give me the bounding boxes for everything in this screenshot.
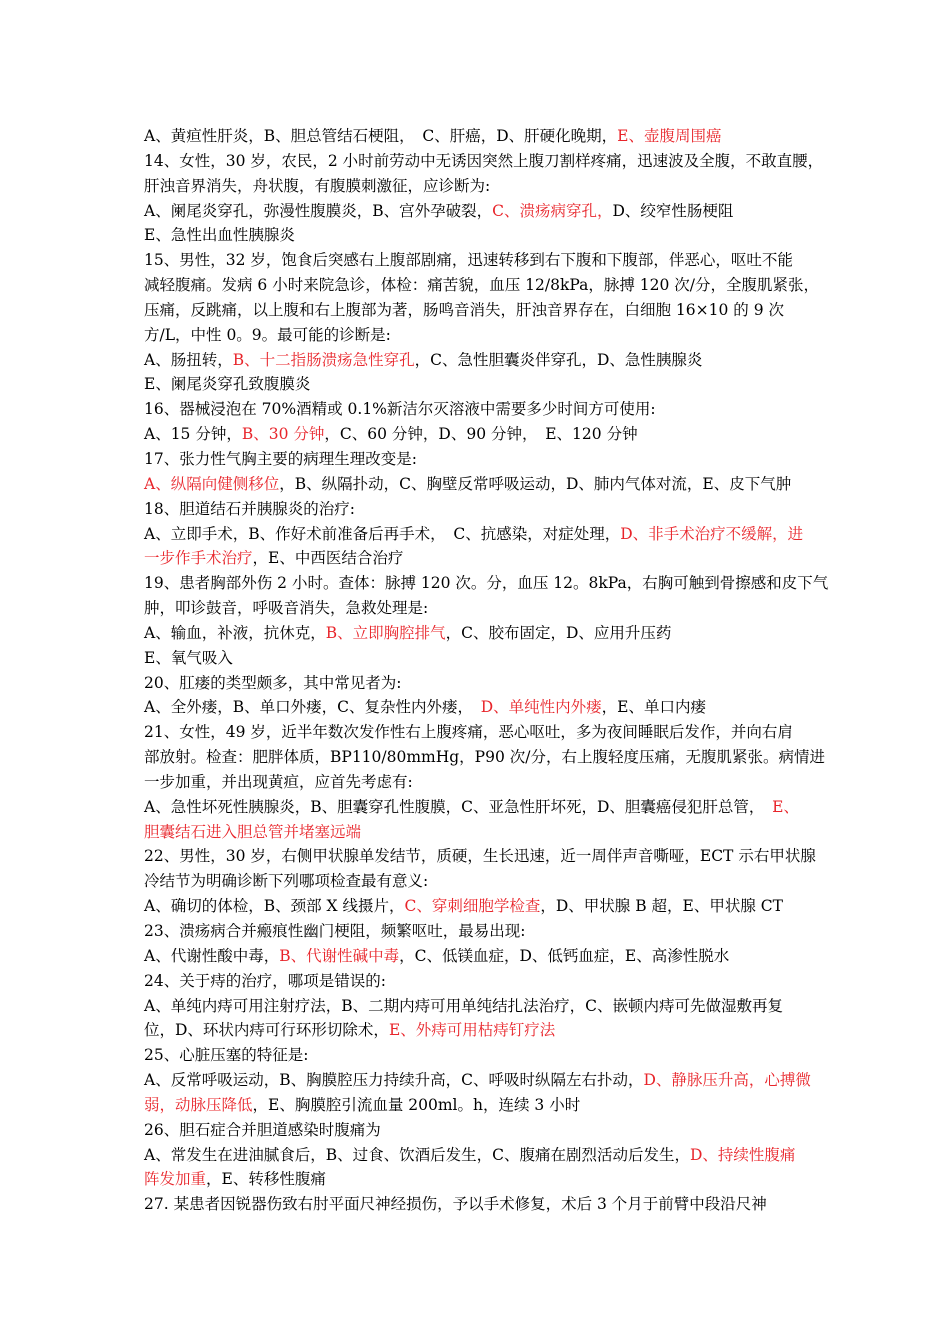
text-line <box>144 596 814 621</box>
text-line <box>144 273 819 298</box>
text-line <box>144 745 825 770</box>
text-line <box>144 646 814 671</box>
answer-text: D、单纯性内外瘘 <box>480 698 602 717</box>
line-text: 16、器械浸泡在 70%酒精或 0.1%新洁尔灭溶液中需要多少时间方可使用: <box>144 400 656 419</box>
text-line <box>144 1118 814 1143</box>
text-line <box>144 1093 814 1118</box>
text-line <box>144 695 814 720</box>
text-line <box>144 323 814 348</box>
line-text: A、黄疸性肝炎，B、胆总管结石梗阻， C、肝癌，D、肝硬化晚期， <box>144 127 618 145</box>
line-text: ，E、中西医结合治疗 <box>252 549 404 568</box>
line-text: A、全外瘘，B、单口外瘘，C、复杂性内外瘘， <box>144 698 481 717</box>
line-text: 21、女性，49 岁，近半年数次发作性右上腹疼痛，恶心呕吐，多为夜间睡眠后发作，并向右肩 <box>144 723 793 742</box>
line-text: 20、肛瘘的类型颇多，其中常见者为: <box>144 673 402 692</box>
text-line <box>144 994 814 1019</box>
line-text: 部放射。检查：肥胖体质，BP110/80mmHg，P90 次/分，右上腹轻度压痛，无腹肌紧张。病情进 <box>144 748 825 767</box>
answer-text: B、十二指肠溃疡急性穿孔 <box>232 350 415 369</box>
line-text: 15、男性，32 岁，饱食后突感右上腹部剧痛，迅速转移到右下腹和下腹部，伴恶心，呕吐不能 <box>144 251 793 270</box>
line-text: 26、胆石症合并胆道感染时腹痛为 <box>144 1120 381 1139</box>
text-line <box>144 1143 814 1168</box>
text-line <box>144 820 814 845</box>
line-text: 减轻腹痛。发病 6 小时来院急诊，体检：痛苦貌，血压 12/8kPa，脉搏 120 次/分，全腹肌紧张， <box>144 276 819 295</box>
line-text: 肿，叩诊鼓音，呼吸音消失，急救处理是: <box>144 599 429 618</box>
text-line <box>144 894 814 919</box>
line-text: 位，D、环状内痔可行环形切除术， <box>144 1021 389 1040</box>
text-line <box>144 1043 814 1068</box>
line-text: A、急性坏死性胰腺炎，B、胆囊穿孔性腹膜，C、亚急性肝坏死，D、胆囊癌侵犯肝总管， <box>144 797 773 816</box>
text-line <box>144 720 814 745</box>
line-text: 22、男性，30 岁，右侧甲状腺单发结节，质硬，生长迅速，近一周伴声音嘶哑，ECT 示右甲状腺 <box>144 847 816 866</box>
text-line <box>144 199 814 224</box>
line-text: A、代谢性酸中毒， <box>144 946 280 965</box>
line-text: 25、心脏压塞的特征是: <box>144 1046 309 1065</box>
answer-text: D、持续性腹痛 <box>689 1145 796 1164</box>
text-line <box>144 546 814 571</box>
text-line <box>144 248 814 273</box>
answer-text: E、壶腹周围癌 <box>617 127 722 145</box>
line-text: 压痛，反跳痛，以上腹和右上腹部为著，肠鸣音消失，肝浊音界存在，白细胞 16×10 的 9 次 <box>144 300 785 319</box>
text-line <box>144 348 814 373</box>
text-line <box>144 497 814 522</box>
line-text: 24、关于痔的治疗，哪项是错误的: <box>144 971 386 990</box>
line-text: A、15 分钟， <box>144 425 242 444</box>
line-text: 方/L，中性 0。9。最可能的诊断是: <box>144 325 391 344</box>
line-text: A、阑尾炎穿孔，弥漫性腹膜炎，B、宫外孕破裂， <box>144 201 493 220</box>
line-text: 一步加重，并出现黄疸，应首先考虑有: <box>144 772 413 791</box>
line-text: ，D、甲状腺 B 超，E、甲状腺 CT <box>540 897 783 916</box>
line-text: A、立即手术，B、作好术前准备后再手术， C、抗感染，对症处理， <box>144 524 621 543</box>
document-body <box>144 124 829 1217</box>
text-line <box>144 372 814 397</box>
text-line <box>144 397 814 422</box>
line-text: ，E、胸膜腔引流血量 200ml。h，连续 3 小时 <box>252 1095 581 1114</box>
text-line <box>144 671 814 696</box>
text-line <box>144 422 814 447</box>
line-text: E、急性出血性胰腺炎 <box>144 226 295 245</box>
line-text: 17、张力性气胸主要的病理生理改变是: <box>144 449 417 468</box>
text-line <box>144 472 814 497</box>
line-text: A、确切的体检，B、颈部 X 线摄片， <box>144 897 405 916</box>
line-text: E、阑尾炎穿孔致腹膜炎 <box>144 375 311 394</box>
text-line <box>144 447 814 472</box>
text-line <box>144 1018 814 1043</box>
line-text: D、绞窄性肠梗阻 <box>612 201 734 220</box>
line-text: A、单纯内痔可用注射疗法，B、二期内痔可用单纯结扎法治疗，C、嵌顿内痔可先做湿敷再复 <box>144 996 783 1015</box>
line-text: 肝浊音界消失，舟状腹，有腹膜刺激征，应诊断为: <box>144 176 491 195</box>
line-text: 19、患者胸部外伤 2 小时。查体：脉搏 120 次。分，血压 12。8kPa，右胸可触到骨擦感和皮下气 <box>144 574 829 593</box>
line-text: ，C、60 分钟，D、90 分钟， E、120 分钟 <box>324 425 638 444</box>
answer-text: D、静脉压升高，心搏微 <box>643 1071 811 1090</box>
text-line <box>144 522 814 547</box>
text-line <box>144 1192 814 1217</box>
line-text: ，E、转移性腹痛 <box>206 1170 326 1189</box>
line-text: 冷结节为明确诊断下列哪项检查最有意义: <box>144 872 429 891</box>
line-text: 27. 某患者因锐器伤致右肘平面尺神经损伤，予以手术修复，术后 3 个月于前臂中段沿尺神 <box>144 1195 767 1214</box>
text-line <box>144 869 814 894</box>
answer-text: E、外痔可用枯痔钉疗法 <box>388 1021 556 1040</box>
text-line <box>144 919 814 944</box>
line-text: A、常发生在进油腻食后，B、过食、饮酒后发生，C、腹痛在剧烈活动后发生， <box>144 1145 690 1164</box>
text-line <box>144 223 814 248</box>
text-line <box>144 944 814 969</box>
text-line <box>144 298 814 323</box>
answer-text: 胆囊结石进入胆总管并堵塞远端 <box>144 822 362 841</box>
text-line <box>144 149 824 174</box>
answer-text: A、纵隔向健侧移位 <box>144 474 280 493</box>
answer-text: C、穿刺细胞学检查 <box>404 897 541 916</box>
line-text: A、反常呼吸运动，B、胸膜腔压力持续升高，C、呼吸时纵隔左右扑动， <box>144 1071 644 1090</box>
text-line <box>144 795 814 820</box>
answer-text: B、30 分钟 <box>241 425 325 444</box>
text-line <box>144 124 814 149</box>
line-text: ，C、胶布固定，D、应用升压药 <box>445 623 672 642</box>
line-text: ，C、低镁血症，D、低钙血症，E、高渗性脱水 <box>399 946 730 965</box>
line-text: ，E、单口内瘘 <box>601 698 706 717</box>
answer-text: E、 <box>772 797 799 816</box>
text-line <box>144 571 829 596</box>
answer-text: B、代谢性碱中毒 <box>279 946 400 965</box>
answer-text: 一步作手术治疗 <box>144 549 253 568</box>
text-line <box>144 174 814 199</box>
text-line <box>144 770 814 795</box>
text-line <box>144 969 814 994</box>
answer-text: B、立即胸腔排气 <box>325 623 446 642</box>
text-line <box>144 1167 814 1192</box>
answer-text: 阵发加重 <box>144 1170 207 1189</box>
text-line <box>144 621 814 646</box>
line-text: 18、胆道结石并胰腺炎的治疗: <box>144 499 355 518</box>
line-text: A、输血，补液，抗休克， <box>144 623 326 642</box>
line-text: ，B、纵隔扑动，C、胸壁反常呼吸运动，D、肺内气体对流，E、皮下气肿 <box>279 474 792 493</box>
line-text: 14、女性，30 岁，农民，2 小时前劳动中无诱因突然上腹刀割样疼痛，迅速波及全腹，不敢直腰， <box>144 151 824 170</box>
answer-text: C、溃疡病穿孔， <box>492 201 613 220</box>
text-line <box>144 844 814 869</box>
line-text: 23、溃疡病合并瘢痕性幽门梗阻，频繁呕吐，最易出现: <box>144 922 526 940</box>
line-text: A、肠扭转， <box>144 350 233 369</box>
answer-text: D、非手术治疗不缓解，进 <box>620 524 804 543</box>
line-text: E、氧气吸入 <box>144 648 233 667</box>
text-line <box>144 1068 814 1093</box>
line-text: ，C、急性胆囊炎伴穿孔，D、急性胰腺炎 <box>414 350 703 369</box>
answer-text: 弱，动脉压降低 <box>144 1095 253 1114</box>
